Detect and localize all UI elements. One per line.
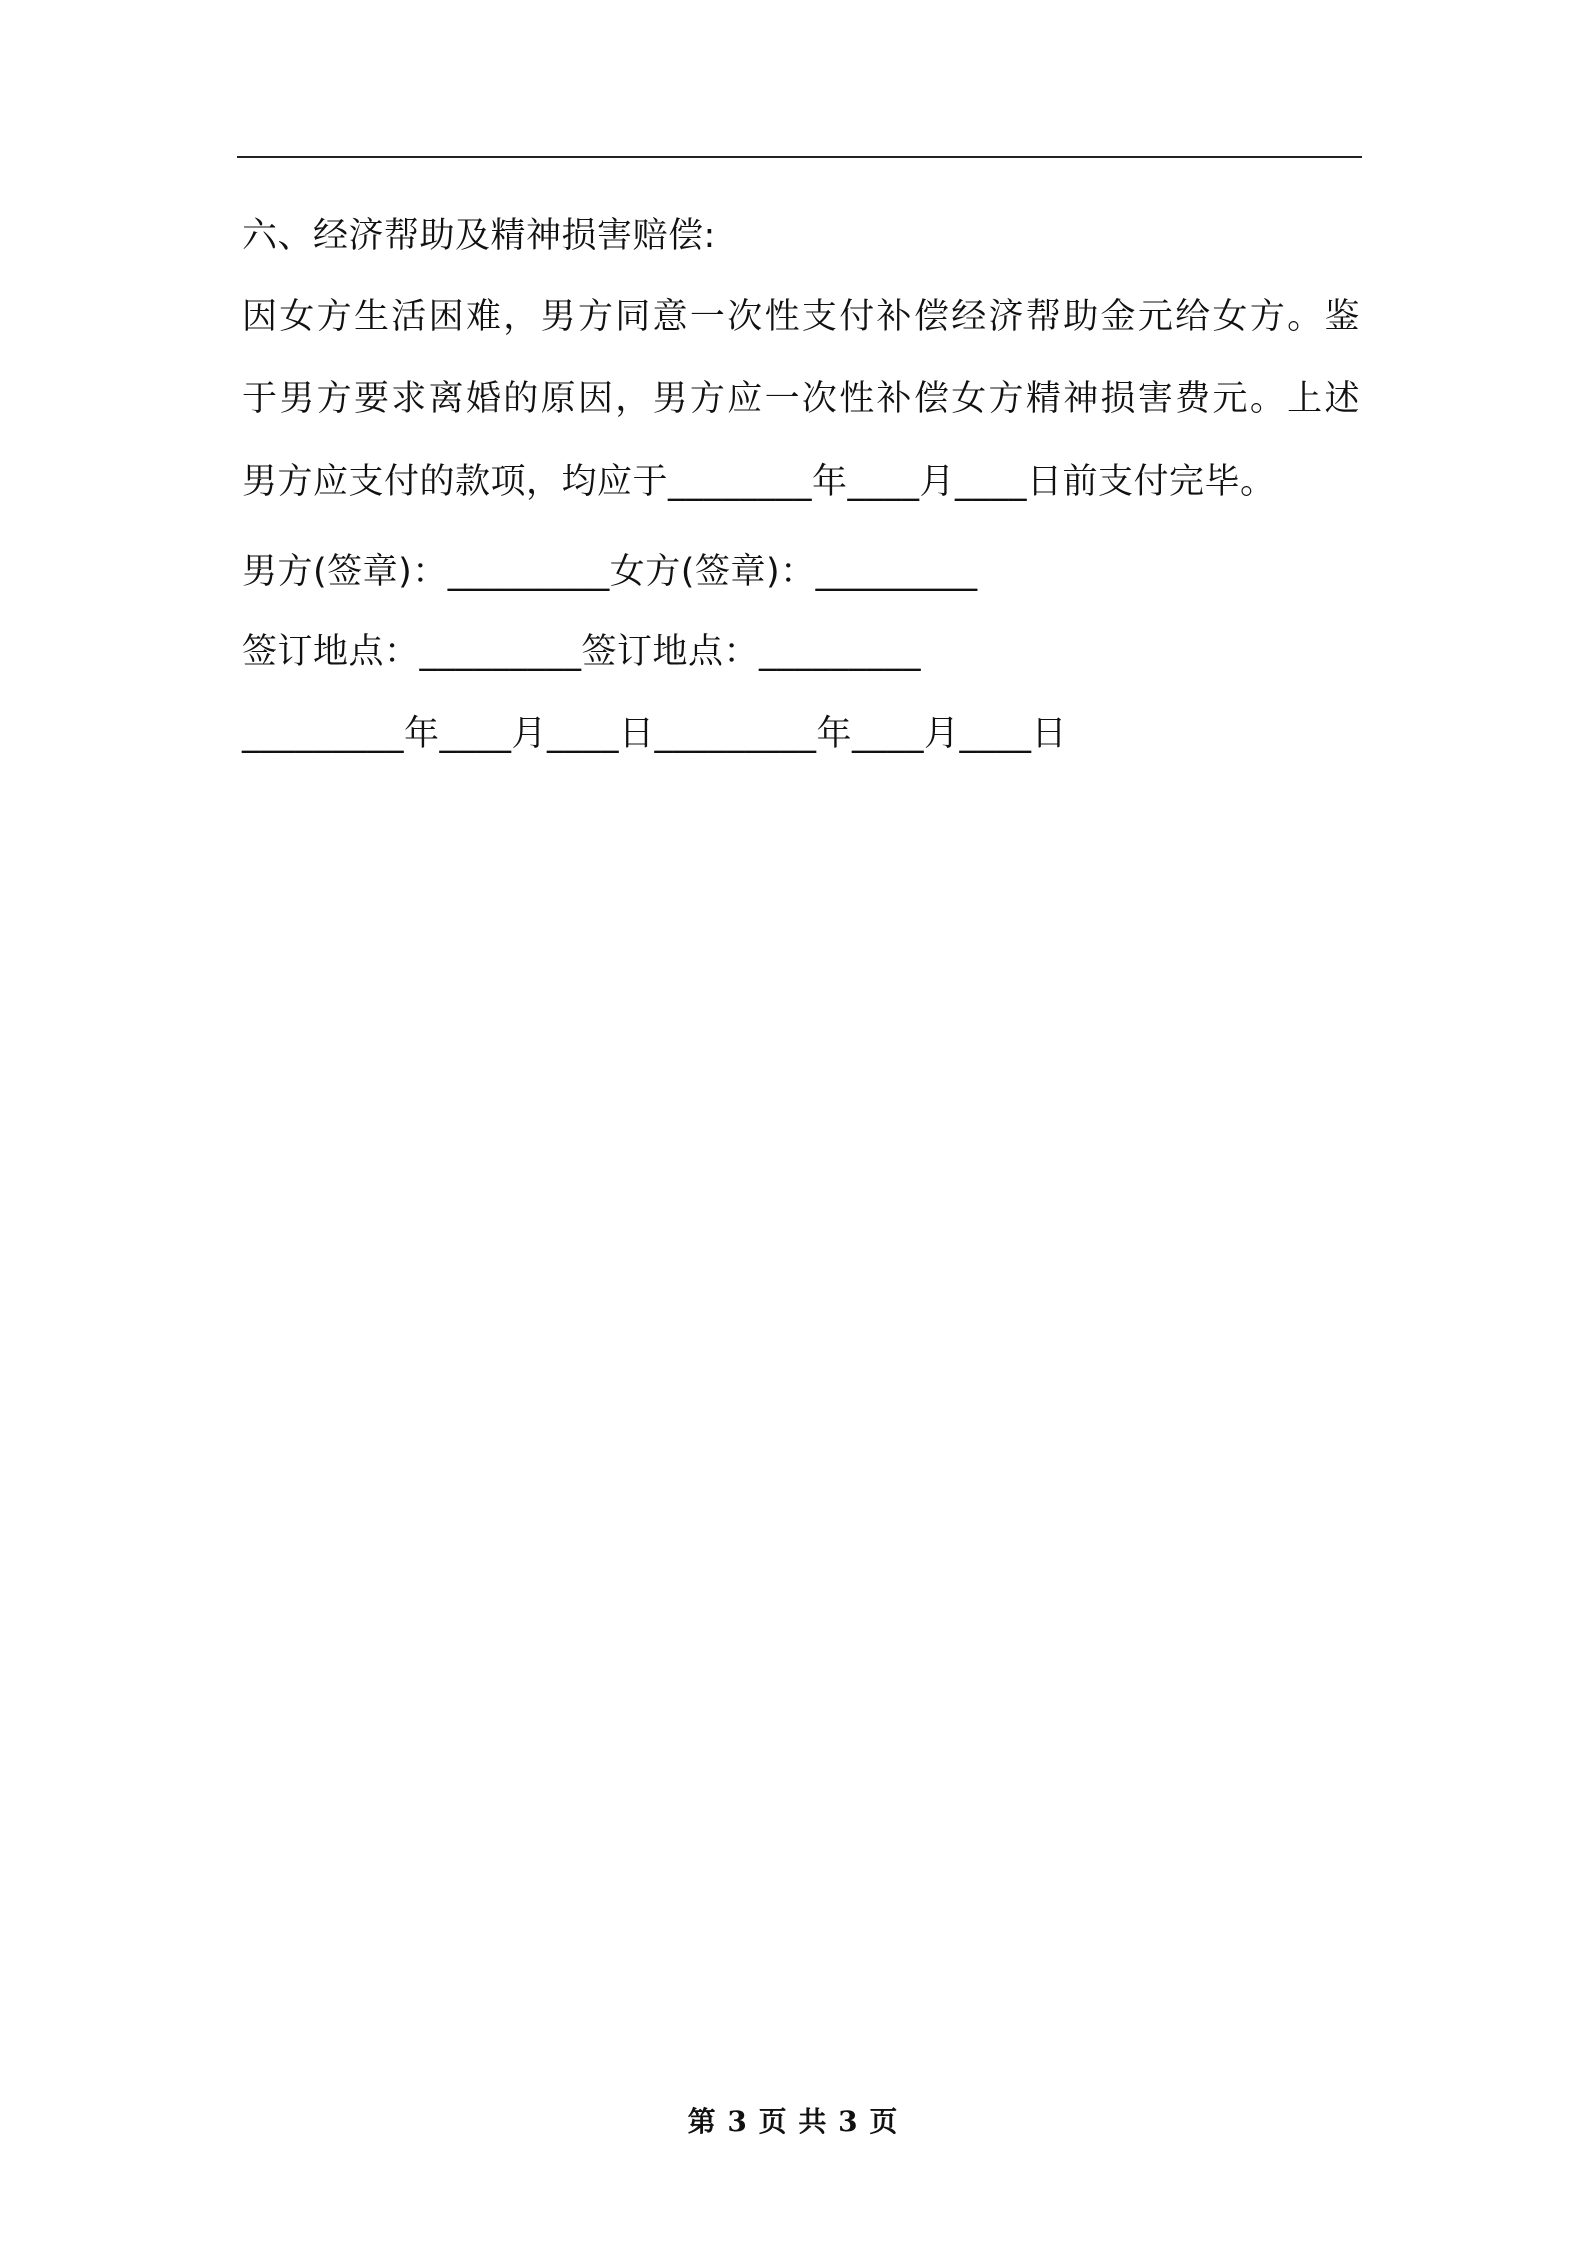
paragraph-line-3: 男方应支付的款项，均应于________年____月____日前支付完毕。 — [242, 462, 1276, 502]
paragraph-line-1: 因女方生活困难，男方同意一次性支付补偿经济帮助金元给女方。鉴 — [242, 297, 1360, 337]
paragraph-line-2: 于男方要求离婚的原因，男方应一次性补偿女方精神损害费元。上述 — [242, 379, 1360, 419]
signature-line: 男方(签章)：_________女方(签章)：_________ — [242, 552, 978, 592]
header-divider — [237, 156, 1362, 158]
page-number-footer: 第 3 页 共 3 页 — [687, 2105, 899, 2138]
signing-date-line: _________年____月____日_________年____月____日 — [242, 714, 1068, 754]
signing-location-line: 签订地点：_________签订地点：_________ — [242, 632, 922, 672]
section-heading: 六、经济帮助及精神损害赔偿: — [242, 216, 716, 256]
